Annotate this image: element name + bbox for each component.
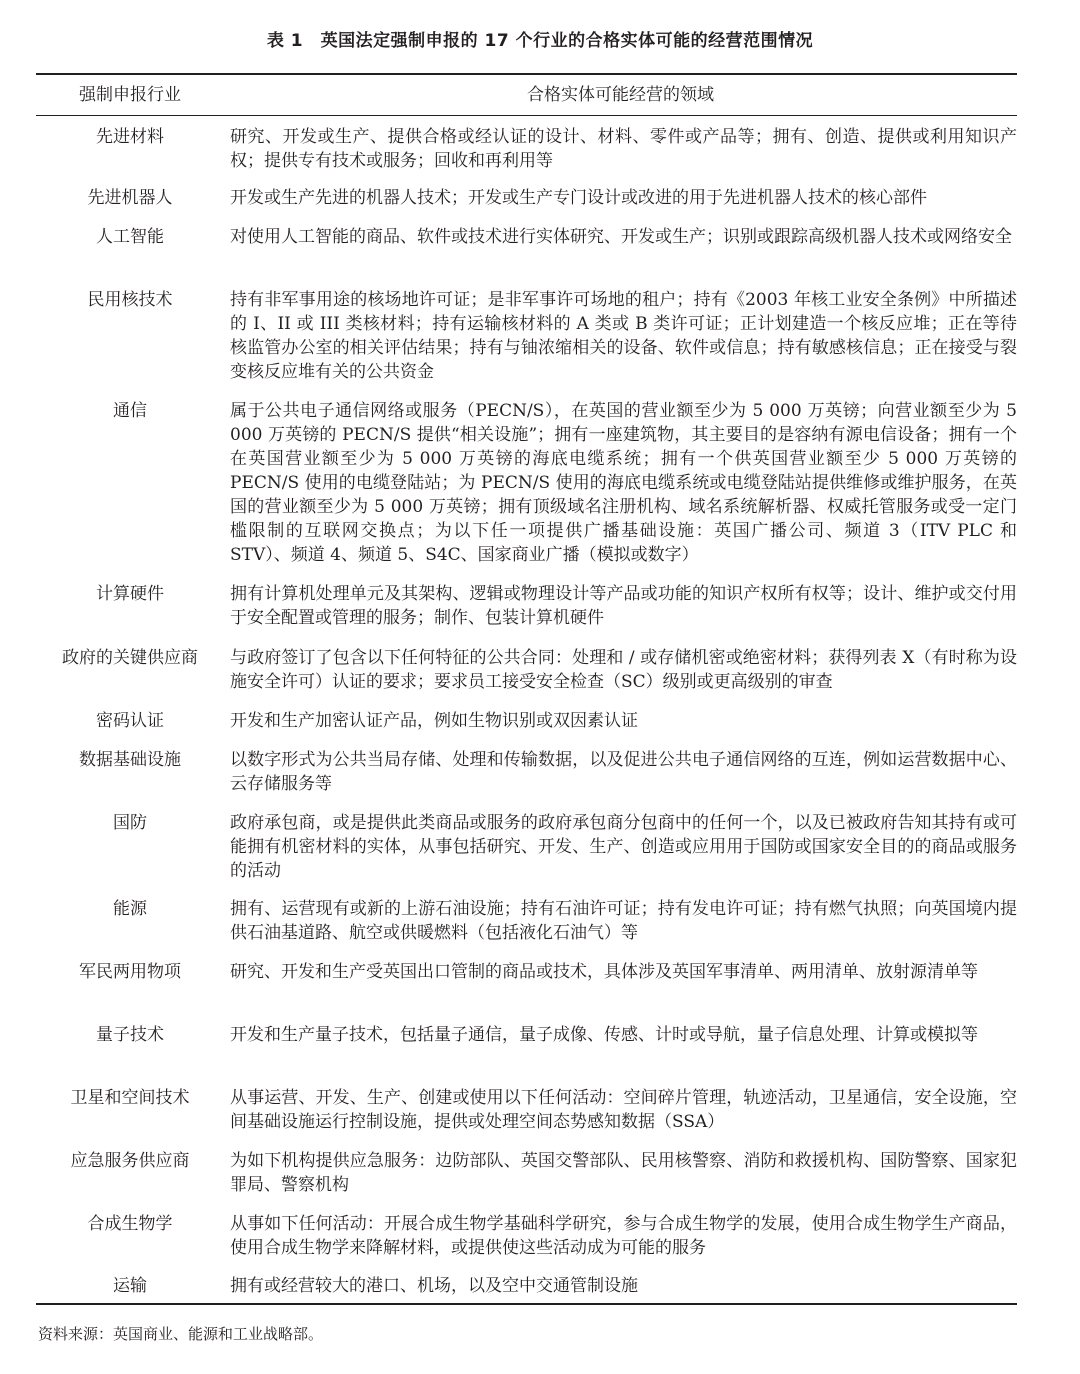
domain-cell: 政府承包商，或是提供此类商品或服务的政府承包商分包商中的任何一个，以及已被政府告知其持有或可能拥有机密材料的实体，从事包括研究、开发、生产、创造或应用用于国防或国家安全目的的商品或服务的活动 bbox=[230, 812, 1017, 881]
domain-cell: 从事运营、开发、生产、创建或使用以下任何活动：空间碎片管理，轨迹活动，卫星通信，安全设施，空间基础设施运行控制设施，提供或处理空间态势感知数据（SSA） bbox=[230, 1087, 1017, 1132]
domain-cell: 开发和生产加密认证产品，例如生物识别或双因素认证 bbox=[230, 710, 638, 731]
industry-cell: 卫星和空间技术 bbox=[70, 1087, 190, 1108]
industry-cell: 先进材料 bbox=[96, 127, 164, 147]
table-row bbox=[36, 178, 1017, 217]
industry-cell: 民用核技术 bbox=[87, 289, 173, 310]
table-row bbox=[36, 803, 1017, 889]
table-row bbox=[36, 638, 1017, 701]
domain-cell: 持有非军事用途的核场地许可证；是非军事许可场地的租户；持有《2003 年核工业安全条例》中所描述的 I、II 或 III 类核材料；持有运输核材料的 A 类或 B 类许可证；正计划建造一个核反应堆；正在等待核监管办公室的相关评估结果；持有与铀浓缩相关的设备、软件或信息；持有敏感核信息；正在接受与裂变核反应堆有关的公共资金 bbox=[230, 289, 1017, 382]
table-row bbox=[36, 701, 1017, 740]
domain-cell: 开发和生产量子技术，包括量子通信，量子成像、传感、计时或导航，量子信息处理、计算或模拟等 bbox=[230, 1024, 978, 1045]
domain-cell: 拥有或经营较大的港口、机场，以及空中交通管制设施 bbox=[230, 1275, 638, 1296]
domain-cell: 研究、开发或生产、提供合格或经认证的设计、材料、零件或产品等；拥有、创造、提供或利用知识产权；提供专有技术或服务；回收和再利用等 bbox=[230, 127, 1017, 171]
industry-cell: 量子技术 bbox=[96, 1024, 164, 1045]
header-domain: 合格实体可能经营的领域 bbox=[224, 74, 1017, 116]
domain-cell: 拥有、运营现有或新的上游石油设施；持有石油许可证；持有发电许可证；持有燃气执照；向英国境内提供石油基道路、航空或供暖燃料（包括液化石油气）等 bbox=[230, 898, 1017, 943]
table-row bbox=[36, 1141, 1017, 1204]
table-row bbox=[36, 1266, 1017, 1304]
table-body bbox=[36, 116, 1017, 1304]
industry-cell: 运输 bbox=[113, 1275, 147, 1296]
industry-cell: 密码认证 bbox=[96, 710, 164, 731]
industry-cell: 数据基础设施 bbox=[79, 749, 181, 770]
table-row bbox=[36, 574, 1017, 638]
table-row bbox=[36, 1078, 1017, 1141]
table-row bbox=[36, 952, 1017, 1015]
header-industry: 强制申报行业 bbox=[36, 74, 224, 116]
industry-cell: 政府的关键供应商 bbox=[62, 647, 198, 668]
industry-cell: 能源 bbox=[113, 898, 147, 919]
table-row bbox=[36, 1015, 1017, 1078]
table-header-row bbox=[36, 74, 1017, 116]
table-row bbox=[36, 217, 1017, 280]
industry-cell: 军民两用物项 bbox=[79, 961, 181, 982]
source-note: 资料来源：英国商业、能源和工业战略部。 bbox=[38, 1325, 324, 1343]
table-row bbox=[36, 1204, 1017, 1266]
table-row bbox=[36, 116, 1017, 178]
domain-cell: 对使用人工智能的商品、软件或技术进行实体研究、开发或生产；识别或跟踪高级机器人技术或网络安全 bbox=[230, 226, 1012, 247]
table-row bbox=[36, 391, 1017, 574]
table-row bbox=[36, 889, 1017, 952]
domain-cell: 属于公共电子通信网络或服务（PECN/S），在英国的营业额至少为 5 000 万英镑；向营业额至少为 5 000 万英镑的 PECN/S 提供“相关设施”；拥有一座建筑物，其主要目的是容纳有源电信设备；拥有一个在英国营业额至少为 5 000 万英镑的海底电缆系统；拥有一个供英国营业额至少 5 000 万英镑的 PECN/S 使用的电缆登陆站；为 PECN/S 使用的海底电缆系统或电缆登陆站提供维修或维护服务，在英国的营业额至少为 5 000 万英镑；拥有顶级域名注册机构、域名系统解析器、权威托管服务或受一定门槛限制的互联网交换点；为以下任一项提供广播基础设施：英国广播公司、频道 3（ITV PLC 和 STV）、频道 4、频道 5、S4C、国家商业广播（模拟或数字） bbox=[230, 400, 1017, 565]
domain-cell: 研究、开发和生产受英国出口管制的商品或技术，具体涉及英国军事清单、两用清单、放射源清单等 bbox=[230, 961, 978, 982]
domain-cell: 从事如下任何活动：开展合成生物学基础科学研究，参与合成生物学的发展，使用合成生物学生产商品，使用合成生物学来降解材料，或提供使这些活动成为可能的服务 bbox=[230, 1213, 1017, 1258]
industry-cell: 通信 bbox=[113, 400, 147, 421]
domain-cell: 为如下机构提供应急服务：边防部队、英国交警部队、民用核警察、消防和救援机构、国防警察、国家犯罪局、警察机构 bbox=[230, 1150, 1017, 1195]
table-caption: 表 1 英国法定强制申报的 17 个行业的合格实体可能的经营范围情况 bbox=[266, 31, 814, 51]
industry-cell: 人工智能 bbox=[96, 226, 164, 247]
domain-cell: 拥有计算机处理单元及其架构、逻辑或物理设计等产品或功能的知识产权所有权等；设计、维护或交付用于安全配置或管理的服务；制作、包装计算机硬件 bbox=[230, 583, 1017, 628]
domain-cell: 与政府签订了包含以下任何特征的公共合同：处理和 / 或存储机密或绝密材料；获得列表 X（有时称为设施安全许可）认证的要求；要求员工接受安全检查（SC）级别或更高级别的审查 bbox=[230, 647, 1017, 692]
domain-cell: 以数字形式为公共当局存储、处理和传输数据，以及促进公共电子通信网络的互连，例如运营数据中心、云存储服务等 bbox=[230, 749, 1017, 794]
industry-cell: 国防 bbox=[113, 812, 147, 833]
domain-cell: 开发或生产先进的机器人技术；开发或生产专门设计或改进的用于先进机器人技术的核心部件 bbox=[230, 187, 927, 208]
industry-cell: 应急服务供应商 bbox=[70, 1150, 190, 1171]
industry-cell: 计算硬件 bbox=[96, 583, 164, 604]
industry-cell: 先进机器人 bbox=[87, 187, 173, 208]
industry-cell: 合成生物学 bbox=[87, 1213, 173, 1234]
industry-table bbox=[36, 73, 1017, 1305]
table-row bbox=[36, 740, 1017, 803]
table-row bbox=[36, 280, 1017, 391]
